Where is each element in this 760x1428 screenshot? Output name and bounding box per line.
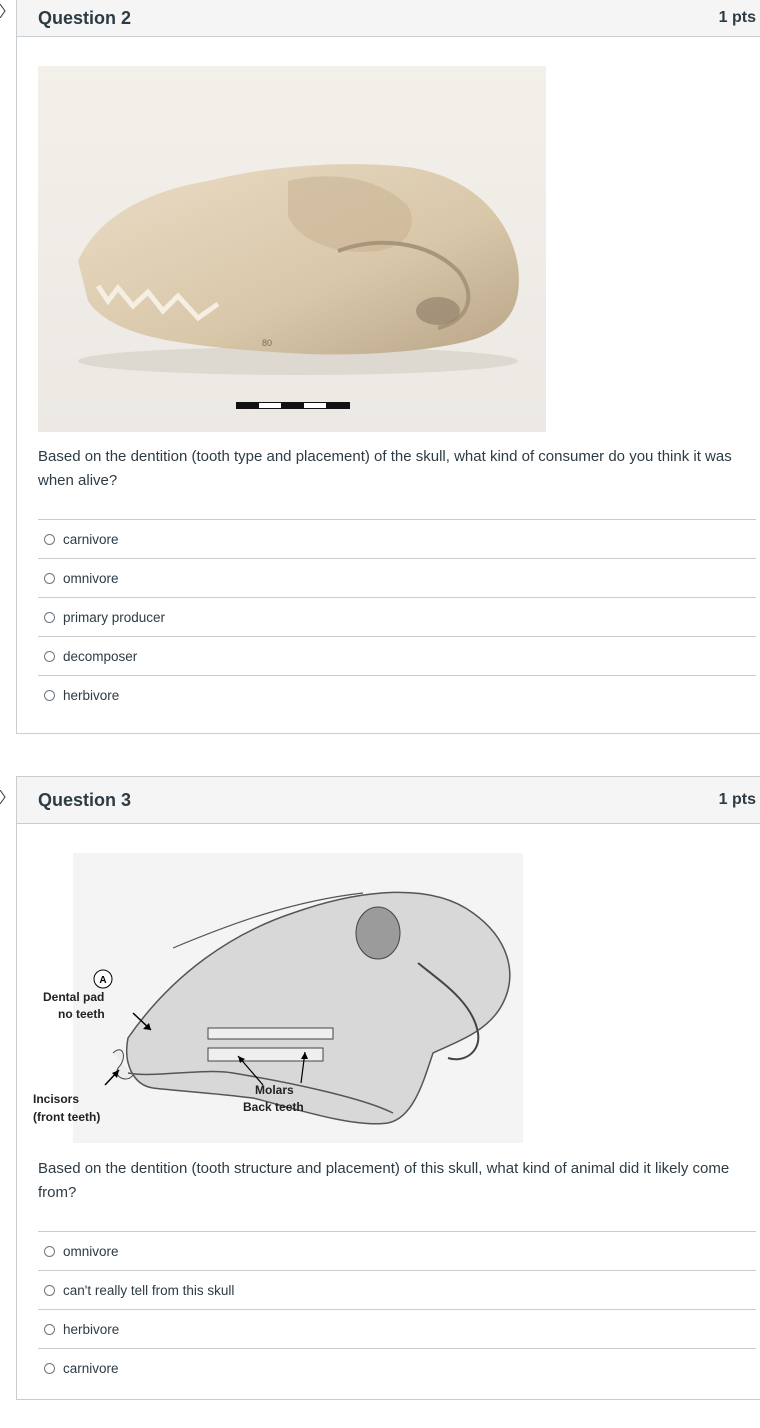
radio-icon[interactable] <box>44 690 55 701</box>
radio-icon[interactable] <box>44 651 55 662</box>
scale-bar <box>236 402 350 409</box>
radio-icon[interactable] <box>44 1285 55 1296</box>
answer-label: omnivore <box>63 570 119 586</box>
answer-label: omnivore <box>63 1243 119 1259</box>
answer-option[interactable] <box>38 636 756 675</box>
radio-icon[interactable] <box>44 534 55 545</box>
diagram-label-front-teeth: (front teeth) <box>33 1110 101 1124</box>
diagram-label-back-teeth: Back teeth <box>243 1100 304 1114</box>
answer-label: can't really tell from this skull <box>63 1282 235 1298</box>
question-2-points: 1 pts <box>718 9 756 26</box>
answer-label: herbivore <box>63 687 120 703</box>
answer-label: primary producer <box>63 609 166 625</box>
question-2-header <box>17 0 760 37</box>
radio-icon[interactable] <box>44 1246 55 1257</box>
answer-option[interactable] <box>38 558 756 597</box>
radio-icon[interactable] <box>44 1324 55 1335</box>
diagram-label-no-teeth: no teeth <box>58 1007 105 1021</box>
question-3-answers <box>38 1231 756 1387</box>
question-3-body <box>17 853 760 1387</box>
answer-option[interactable] <box>38 1348 756 1387</box>
question-2-text: Based on the dentition (tooth type and placement) of the skull, what kind of consumer do you think it was when alive? <box>38 448 732 489</box>
radio-icon[interactable] <box>44 573 55 584</box>
answer-option[interactable] <box>38 675 756 714</box>
question-2-answers <box>38 519 756 714</box>
answer-label: carnivore <box>63 531 119 547</box>
diagram-label-dental-pad: Dental pad <box>43 990 105 1004</box>
diagram-marker-a: A <box>99 975 107 986</box>
question-3-text: Based on the dentition (tooth structure and placement) of this skull, what kind of animal did it likely come from? <box>38 1160 730 1201</box>
question-2-title: Question 2 <box>38 7 132 28</box>
answer-option[interactable] <box>38 519 756 558</box>
skull-specimen-number: 80 <box>262 338 273 348</box>
flag-question-3-icon[interactable] <box>0 790 6 804</box>
diagram-label-incisors: Incisors <box>33 1092 80 1106</box>
question-3-header <box>17 777 760 824</box>
answer-option[interactable] <box>38 1270 756 1309</box>
question-3 <box>16 776 760 1400</box>
answer-label: herbivore <box>63 1321 120 1337</box>
question-2-body <box>17 66 760 714</box>
answer-label: carnivore <box>63 1360 119 1376</box>
radio-icon[interactable] <box>44 612 55 623</box>
answer-option[interactable] <box>38 1309 756 1348</box>
skull-diagram <box>33 853 523 1145</box>
skull-photo <box>38 66 546 432</box>
answer-option[interactable] <box>38 1231 756 1270</box>
question-2 <box>16 0 760 734</box>
question-3-title: Question 3 <box>38 789 132 810</box>
diagram-label-molars: Molars <box>255 1083 294 1097</box>
answer-label: decomposer <box>63 648 138 664</box>
radio-icon[interactable] <box>44 1363 55 1374</box>
answer-option[interactable] <box>38 597 756 636</box>
flag-question-2-icon[interactable] <box>0 4 6 18</box>
question-3-points: 1 pts <box>718 791 756 808</box>
